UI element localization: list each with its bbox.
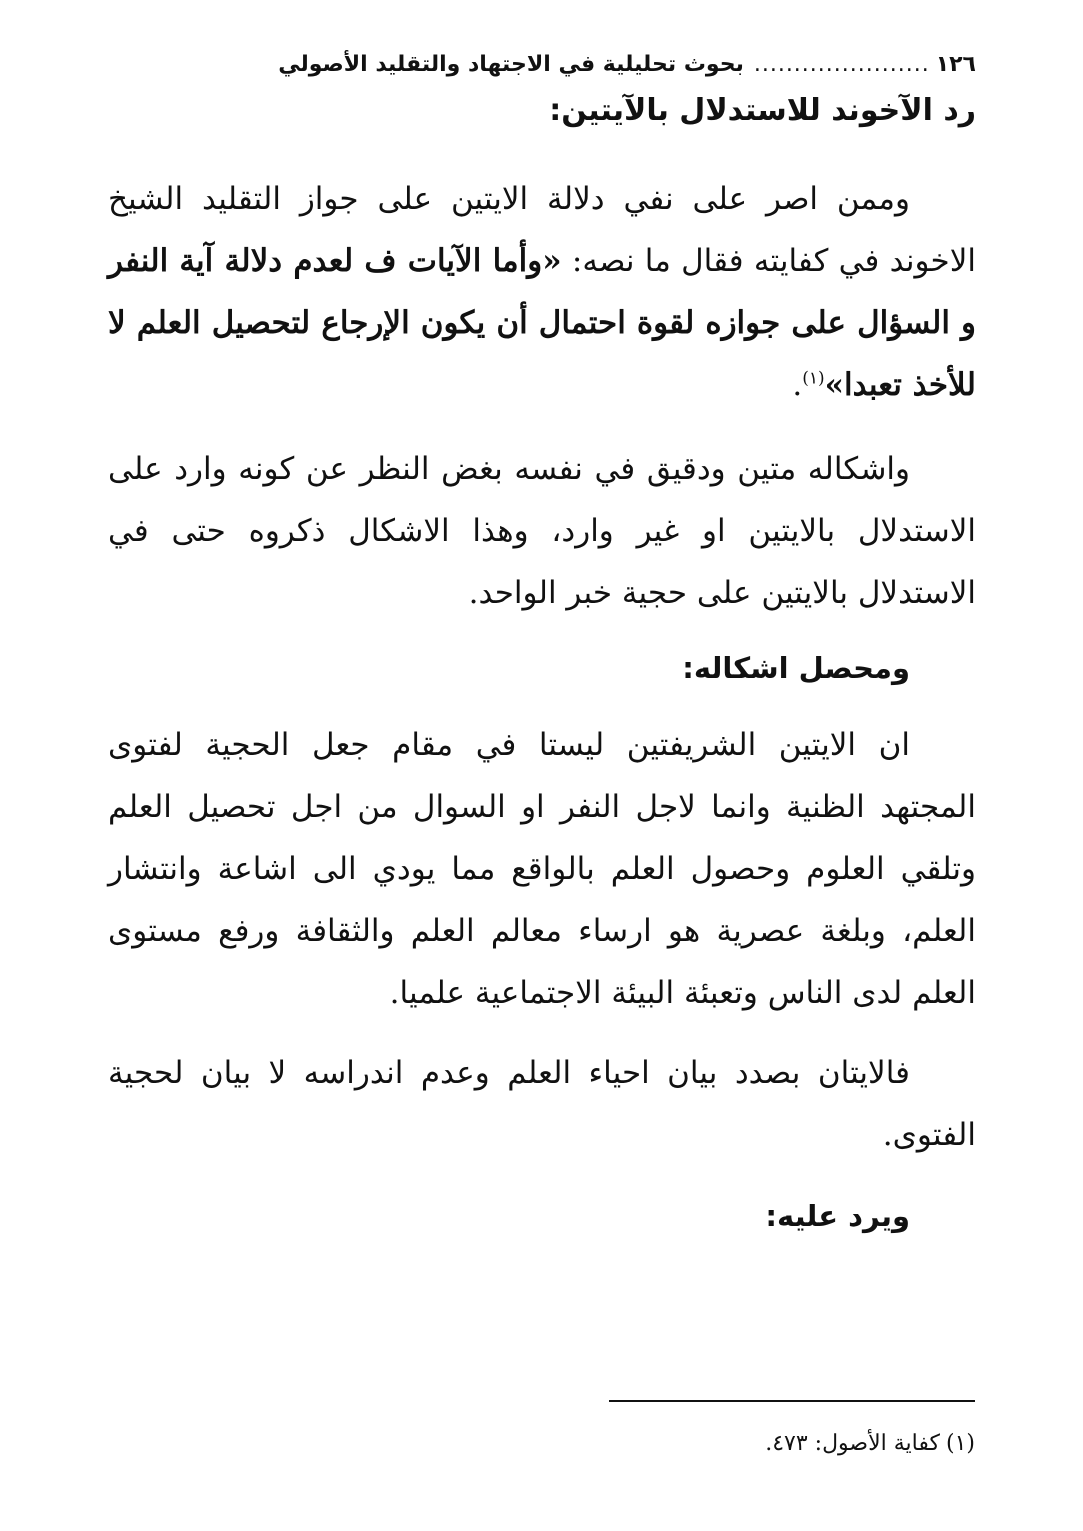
running-header <box>108 50 976 82</box>
paragraph-end-mark: . <box>792 367 803 403</box>
subheading-summary: ومحصل اشكاله: <box>682 651 910 685</box>
running-header-title: بحوث تحليلية في الاجتهاد والتقليد الأصولي <box>278 52 744 77</box>
paragraph-conclusion: فالايتان بصدد بيان احياء العلم وعدم اندراسه لا بيان لحجية الفتوى. <box>108 1055 976 1153</box>
paragraph-akhund-quote <box>108 168 976 416</box>
page-number: ١٢٦ <box>935 52 976 77</box>
akhund-quotation: «وأما الآيات ف لعدم دلالة آية النفر و السؤال على جوازه لقوة احتمال أن يكون الإرجاع لتحصيل العلم لا للأخذ تعبدا» <box>108 243 976 403</box>
subheading-response: ويرد عليه: <box>765 1199 910 1233</box>
document-page <box>108 50 976 1244</box>
footnote-text: كفاية الأصول: ٤٧٣. <box>765 1431 940 1456</box>
footnote-divider <box>609 1400 975 1402</box>
paragraph-objection-strength: واشكاله متين ودقيق في نفسه بغض النظر عن كونه وارد على الاستدلال بالايتين او غير وارد، وهذا الاشكال ذكروه حتى في الاستدلال بالايتين على حجية خبر الواحد. <box>108 451 976 611</box>
paragraph-intro: وممن اصر على نفي دلالة الايتين على جواز التقليد الشيخ الاخوند في كفايته فقال ما نصه: <box>108 181 976 279</box>
paragraph-objection-summary: ان الايتين الشريفتين ليستا في مقام جعل الحجية لفتوى المجتهد الظنية وانما لاجل النفر او السوال من اجل تحصيل العلم وتلقي العلوم وحصول العلم بالواقع مما يودي الى اشاعة وانتشار العلم، وبلغة عصرية هو ارساء معالم العلم والثقافة ورفع مستوى العلم لدى الناس وتعبئة البيئة الاجتماعية علميا. <box>108 727 976 1011</box>
footnote-reference[interactable]: (١) <box>802 368 825 389</box>
header-leader-dots: ...................... <box>753 52 930 77</box>
footnote-number: (١) <box>945 1431 975 1456</box>
footnote <box>475 1428 975 1460</box>
section-heading: رد الآخوند للاستدلال بالآيتين: <box>549 93 976 128</box>
